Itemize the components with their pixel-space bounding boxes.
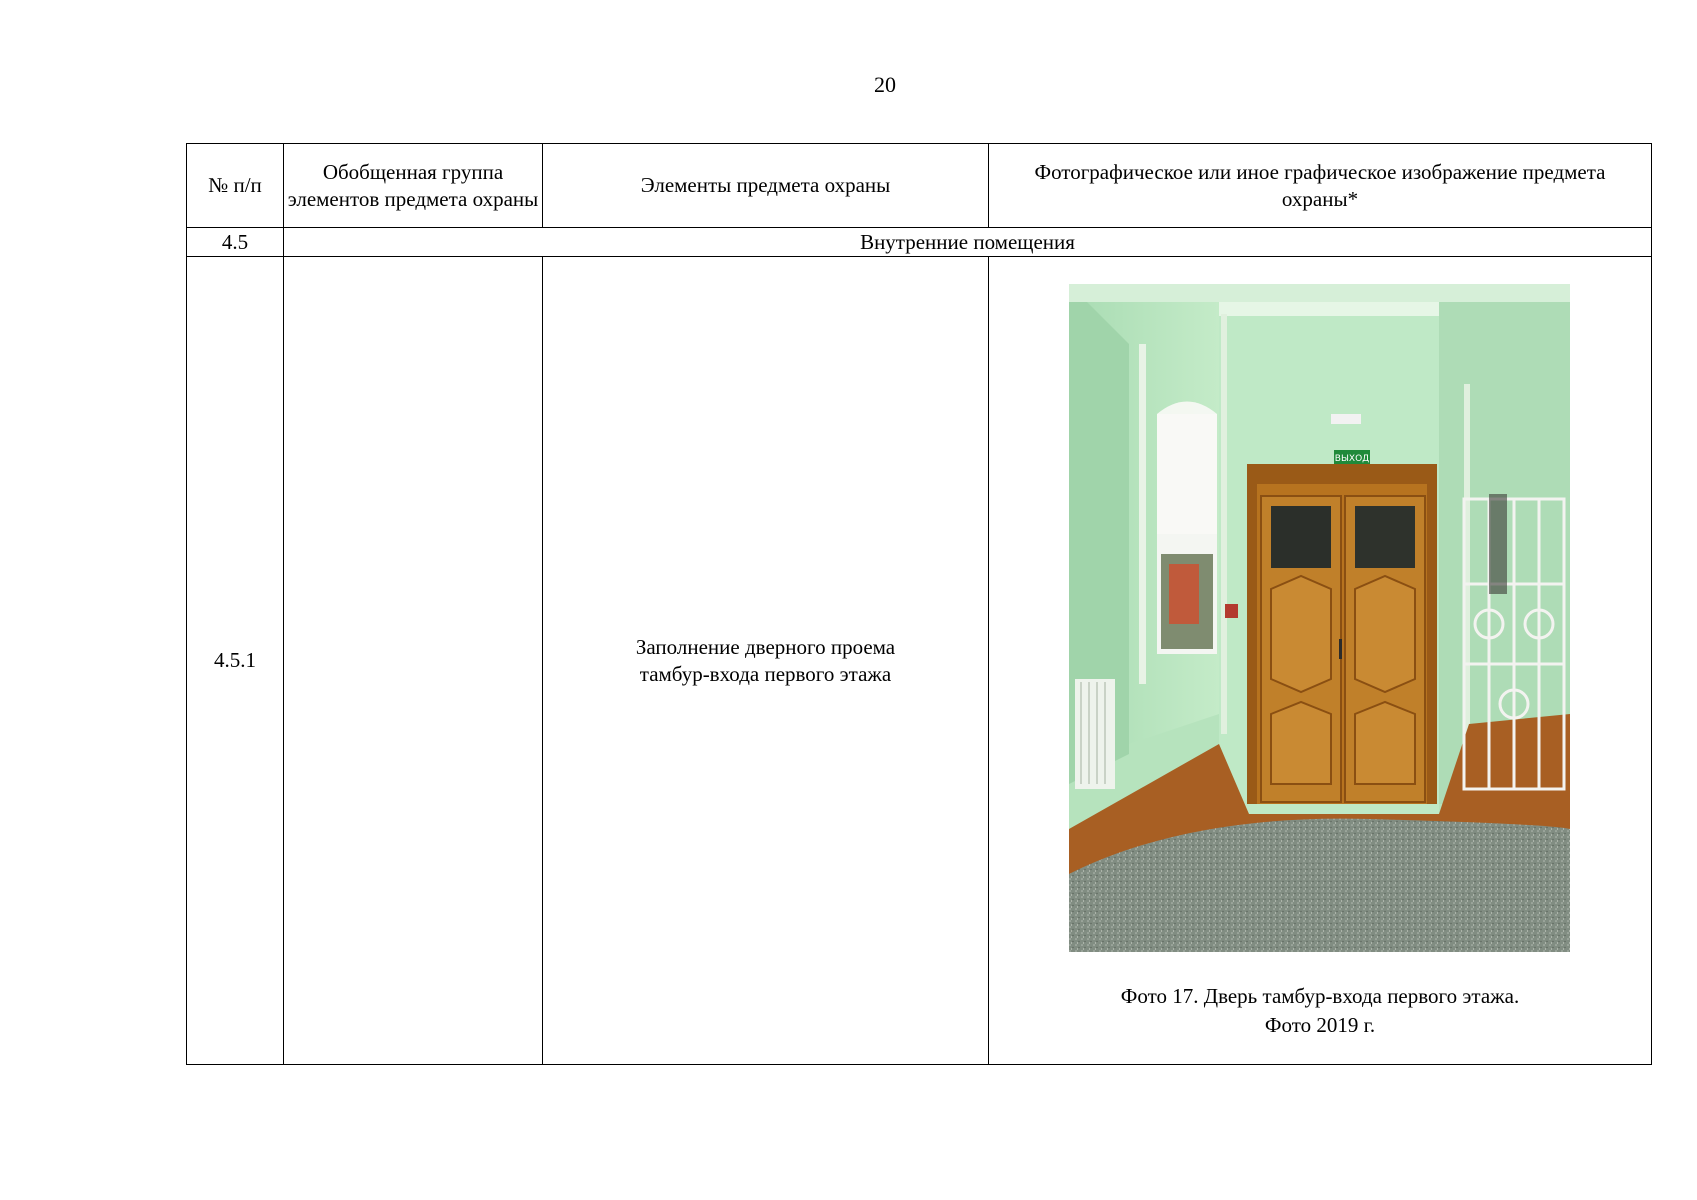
photo-caption [989, 982, 1651, 1040]
header-photo: Фотографическое или иное графическое изображение предмета охраны* [989, 144, 1652, 228]
row-number: 4.5.1 [187, 257, 284, 1065]
page-number: 20 [874, 72, 896, 97]
row-photo-cell [989, 257, 1652, 1065]
section-title: Внутренние помещения [284, 228, 1652, 257]
exit-sign-text: ВЫХОД [1334, 454, 1370, 464]
row-group [284, 257, 543, 1065]
table-header-row [187, 144, 1652, 228]
header-num: № п/п [187, 144, 284, 228]
photo-caption-line1: Фото 17. Дверь тамбур-входа первого этажа. [1120, 984, 1520, 1008]
row-element-line2: тамбур-входа первого этажа [639, 661, 892, 686]
header-group: Обобщенная группа элементов предмета охраны [284, 144, 543, 228]
row-element-line1: Заполнение дверного проема [635, 634, 896, 659]
protection-elements-table [186, 143, 1652, 1065]
section-number: 4.5 [187, 228, 284, 257]
table-row [187, 257, 1652, 1065]
header-elements: Элементы предмета охраны [543, 144, 989, 228]
section-row [187, 228, 1652, 257]
row-element [543, 257, 989, 1065]
door-photo [1069, 284, 1570, 952]
photo-caption-line2: Фото 2019 г. [1264, 1013, 1376, 1037]
